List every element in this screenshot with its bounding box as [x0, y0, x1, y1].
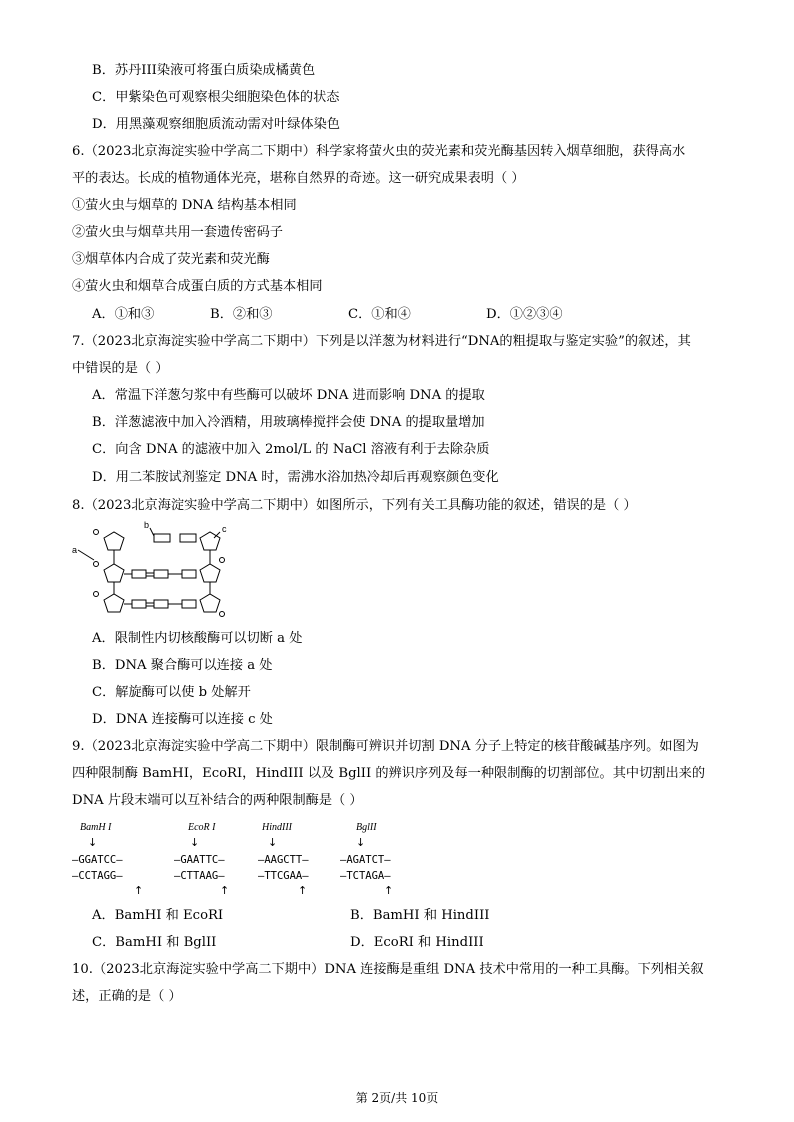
q6-option-b: B．②和③ — [210, 307, 273, 322]
cut-arrow-down-icon: ↓ — [268, 836, 278, 849]
q7-option-b: B．洋葱滤液中加入冷酒精，用玻璃棒搅拌会使 DNA 的提取量增加 — [92, 415, 485, 430]
q5-option-c: C．甲紫染色可观察根尖细胞染色体的状态 — [92, 90, 340, 105]
hindiii-bottom-strand: —TTCGAA— — [258, 870, 309, 882]
ecori-bottom-strand: —CTTAAG— — [174, 870, 225, 882]
q6-statement-1: ①萤火虫与烟草的 DNA 结构基本相同 — [72, 198, 297, 213]
cut-arrow-down-icon: ↓ — [356, 836, 366, 849]
q9-option-c: C．BamHI 和 BglII — [92, 935, 217, 950]
bglii-bottom-strand: —TCTAGA— — [340, 870, 391, 882]
bamhi-bottom-strand: —CCTAGG— — [72, 870, 123, 882]
cut-arrow-up-icon: ↑ — [384, 884, 394, 897]
q9-stem-line2: 四种限制酶 BamHI，EcoRI，HindIII 以及 BglII 的辨识序列及每一种限制酶的切割部位。其中切割出来的 — [72, 766, 706, 781]
label-a: a — [72, 545, 78, 555]
q10-stem-line1: 10.（2023北京海淀实验中学高二下期中）DNA 连接酶是重组 DNA 技术中常用的一种工具酶。下列相关叙 — [72, 962, 704, 977]
q5-option-b: B．苏丹III染液可将蛋白质染成橘黄色 — [92, 63, 316, 78]
enzyme-name-bglii: BglII — [356, 822, 377, 833]
q6-option-c: C．①和④ — [348, 307, 411, 322]
bamhi-top-strand: —GGATCC— — [72, 854, 123, 866]
q6-option-a: A．①和③ — [92, 307, 155, 322]
label-c: c — [222, 524, 227, 534]
cut-arrow-up-icon: ↑ — [134, 884, 144, 897]
enzyme-name-hindiii: HindIII — [262, 822, 292, 833]
q8-option-c: C．解旋酶可以使 b 处解开 — [92, 685, 251, 700]
q8-option-b: B．DNA 聚合酶可以连接 a 处 — [92, 658, 273, 673]
q9-option-a: A．BamHI 和 EcoRI — [92, 908, 224, 923]
ecori-top-strand: —GAATTC— — [174, 854, 225, 866]
q6-statement-3: ③烟草体内合成了荧光素和荧光酶 — [72, 252, 270, 267]
restriction-enzyme-figure — [72, 822, 412, 900]
bglii-top-strand: —AGATCT— — [340, 854, 391, 866]
q9-option-b: B．BamHI 和 HindIII — [350, 908, 490, 923]
label-b: b — [144, 520, 150, 530]
q8-stem: 8.（2023北京海淀实验中学高二下期中）如图所示，下列有关工具酶功能的叙述，错误的是（ ） — [72, 498, 637, 513]
cut-arrow-up-icon: ↑ — [298, 884, 308, 897]
page-footer: 第 2页/共 10页 — [355, 1091, 439, 1105]
q5-option-d: D．用黑藻观察细胞质流动需对叶绿体染色 — [92, 117, 340, 132]
q7-stem-line2: 中错误的是（ ） — [72, 361, 169, 376]
q9-stem-line3: DNA 片段末端可以互补结合的两种限制酶是（ ） — [72, 793, 363, 808]
q7-stem-line1: 7.（2023北京海淀实验中学高二下期中）下列是以洋葱为材料进行“DNA的粗提取与鉴定实验”的叙述，其 — [72, 334, 691, 349]
q6-stem-line2: 平的表达。长成的植物通体光亮，堪称自然界的奇迹。这一研究成果表明（ ） — [72, 171, 525, 186]
hindiii-top-strand: —AAGCTT— — [258, 854, 309, 866]
cut-arrow-down-icon: ↓ — [88, 836, 98, 849]
enzyme-name-bamhi: BamH I — [80, 822, 112, 833]
cut-arrow-down-icon: ↓ — [190, 836, 200, 849]
cut-arrow-up-icon: ↑ — [220, 884, 230, 897]
enzyme-name-ecori: EcoR I — [188, 822, 216, 833]
q6-stem-line1: 6.（2023北京海淀实验中学高二下期中）科学家将萤火虫的荧光素和荧光酶基因转入烟草细胞，获得高水 — [72, 144, 686, 159]
q9-stem-line1: 9.（2023北京海淀实验中学高二下期中）限制酶可辨识并切割 DNA 分子上特定的核苷酸碱基序列。如图为 — [72, 739, 699, 754]
dna-structure-figure — [70, 520, 230, 620]
q7-option-a: A．常温下洋葱匀浆中有些酶可以破坏 DNA 进而影响 DNA 的提取 — [92, 388, 485, 403]
q6-statement-2: ②萤火虫与烟草共用一套遗传密码子 — [72, 225, 283, 240]
q6-statement-4: ④萤火虫和烟草合成蛋白质的方式基本相同 — [72, 279, 323, 294]
q7-option-d: D．用二苯胺试剂鉴定 DNA 时，需沸水浴加热冷却后再观察颜色变化 — [92, 470, 499, 485]
q8-option-d: D．DNA 连接酶可以连接 c 处 — [92, 712, 273, 727]
q9-option-d: D．EcoRI 和 HindIII — [350, 935, 484, 950]
q7-option-c: C．向含 DNA 的滤液中加入 2mol/L 的 NaCl 溶液有利于去除杂质 — [92, 442, 490, 457]
q8-option-a: A．限制性内切核酸酶可以切断 a 处 — [92, 631, 303, 646]
q6-option-d: D．①②③④ — [486, 307, 563, 322]
q10-stem-line2: 述，正确的是（ ） — [72, 989, 182, 1004]
